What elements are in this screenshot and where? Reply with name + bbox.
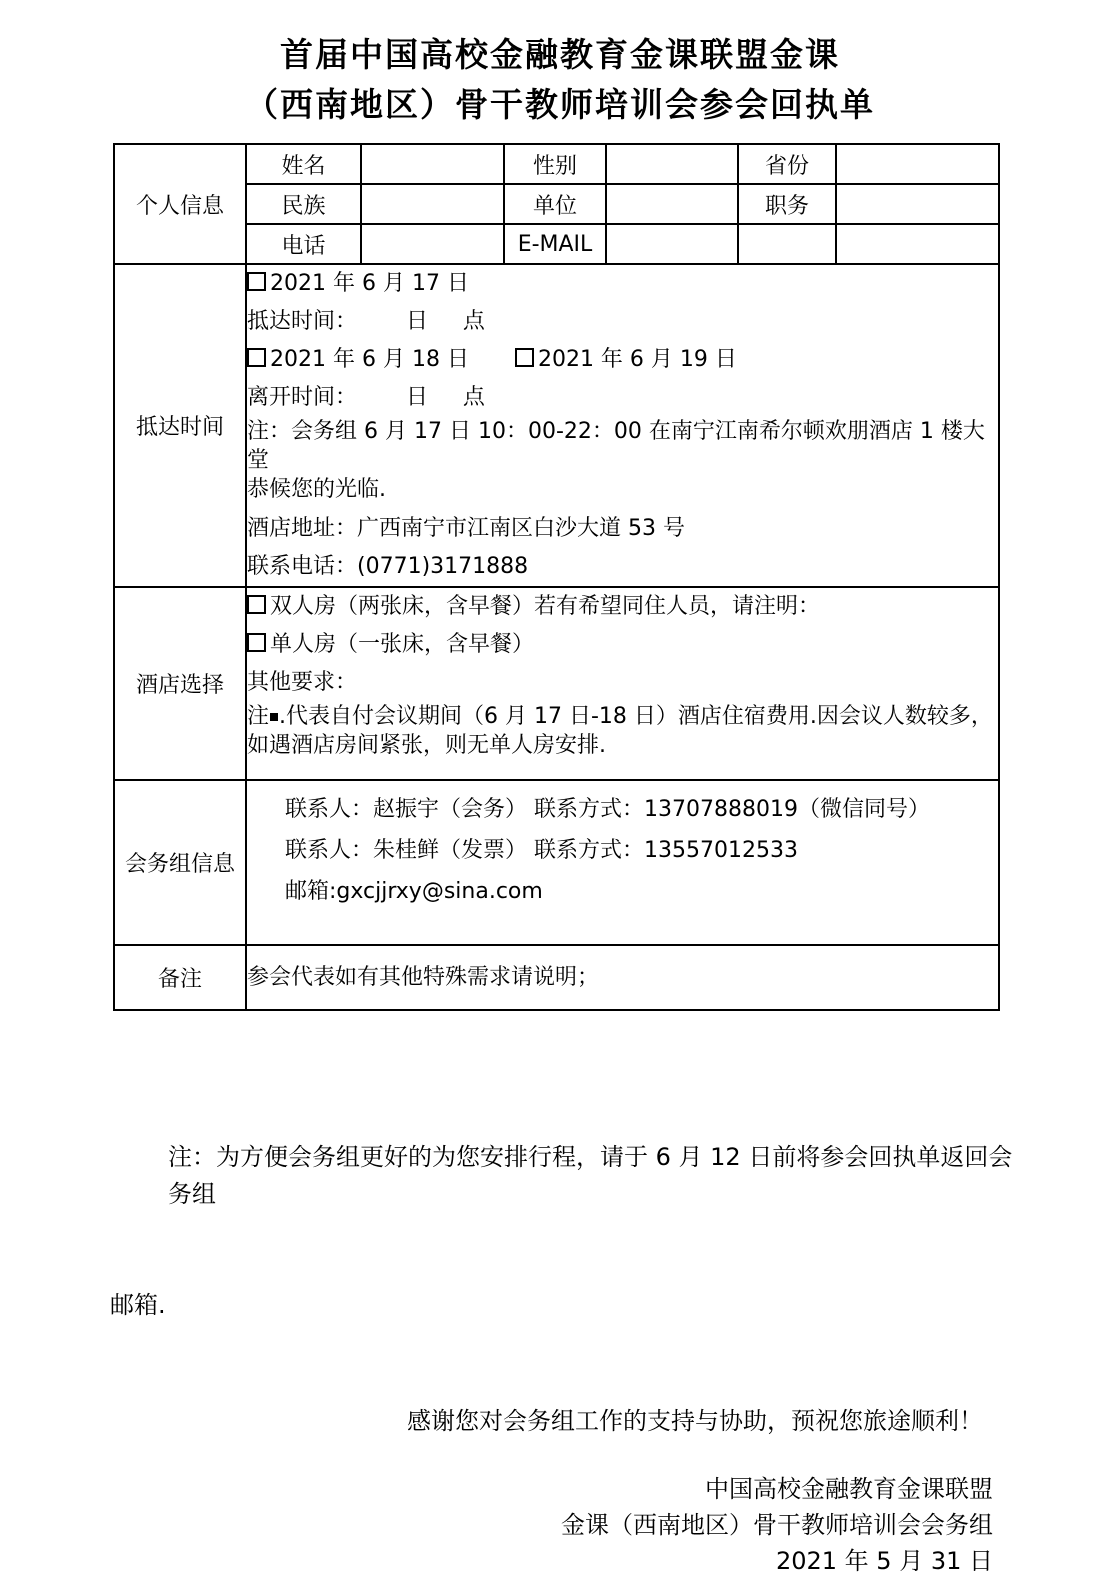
arrival-date-option-2-label: 2021 年 6 月 18 日 xyxy=(270,347,469,372)
field-label-unit: 单位 xyxy=(504,184,606,224)
footer-note-line-2: 邮箱. xyxy=(110,1291,166,1319)
footer-thanks-line: 感谢您对会务组工作的支持与协助，预祝您旅途顺利！ xyxy=(407,1407,983,1435)
personal-info-row-1 xyxy=(114,144,999,184)
hotel-note-prefix: 注 xyxy=(247,704,270,729)
field-label-gender: 性别 xyxy=(504,144,606,184)
committee-info-row xyxy=(114,780,999,945)
title-line-2: （西南地区）骨干教师培训会参会回执单 xyxy=(245,85,875,124)
committee-contact-1: 联系人：赵振宇（会务） 联系方式：13707888019（微信同号） xyxy=(285,797,930,822)
footer-note-line-1: 注：为方便会务组更好的为您安排行程，请于 6 月 12 日前将参会回执单返回会务组 xyxy=(168,1143,1013,1208)
hotel-option-single-label: 单人房（一张床，含早餐） xyxy=(270,632,535,657)
committee-email: 邮箱:gxcjjrxy@sina.com xyxy=(285,879,543,904)
signature-date: 2021 年 5 月 31 日 xyxy=(775,1547,993,1575)
checkbox-date-2021-06-19[interactable] xyxy=(515,348,534,367)
remarks-content: 参会代表如有其他特殊需求请说明； xyxy=(247,964,600,990)
hotel-note-line-2: 如遇酒店房间紧张，则无单人房安排. xyxy=(247,733,606,758)
personal-info-row-2 xyxy=(114,184,999,224)
remarks-content-cell[interactable] xyxy=(246,945,999,1010)
position-input-cell[interactable] xyxy=(836,184,999,224)
phone-input-cell[interactable] xyxy=(361,224,504,264)
hotel-option-single xyxy=(247,626,998,664)
checkbox-date-2021-06-18[interactable] xyxy=(247,348,266,367)
hotel-option-double-label: 双人房（两张床，含早餐）若有希望同住人员，请注明： xyxy=(270,594,821,619)
small-square-icon xyxy=(270,713,278,721)
section-label-arrival-time: 抵达时间 xyxy=(114,264,246,587)
signature-org-line-1: 中国高校金融教育金课联盟 xyxy=(705,1475,993,1503)
checkbox-double-room[interactable] xyxy=(247,595,266,614)
field-label-position: 职务 xyxy=(738,184,836,224)
arrival-time-row xyxy=(114,264,999,587)
hotel-note-line-1-rest: .代表自付会议期间（6 月 17 日-18 日）酒店住宿费用.因会议人数较多， xyxy=(279,704,993,729)
section-label-hotel-selection: 酒店选择 xyxy=(114,587,246,780)
committee-section-content xyxy=(246,780,999,945)
arrival-date-option-3-label: 2021 年 6 月 19 日 xyxy=(537,347,737,372)
arrival-date-options-2-3 xyxy=(247,341,998,379)
gender-input-cell[interactable] xyxy=(606,144,738,184)
hotel-selection-row xyxy=(114,587,999,780)
signature-org-line-2: 金课（西南地区）骨干教师培训会会务组 xyxy=(561,1511,993,1539)
title-line-1: 首届中国高校金融教育金课联盟金课 xyxy=(280,35,840,74)
page-title xyxy=(0,0,1120,130)
section-label-personal-info: 个人信息 xyxy=(114,144,246,264)
hotel-address-line: 酒店地址：广西南宁市江南区白沙大道 53 号 xyxy=(247,516,685,541)
field-label-province: 省份 xyxy=(738,144,836,184)
arrival-time-line: 抵达时间： 日 点 xyxy=(247,309,485,334)
field-label-name: 姓名 xyxy=(246,144,361,184)
registration-form-table xyxy=(113,143,1000,1011)
committee-contact-2: 联系人：朱桂鲜（发票） 联系方式：13557012533 xyxy=(285,838,798,863)
signature-block xyxy=(0,1471,993,1579)
section-label-committee-info: 会务组信息 xyxy=(114,780,246,945)
field-label-ethnicity: 民族 xyxy=(246,184,361,224)
name-input-cell[interactable] xyxy=(361,144,504,184)
departure-time-line: 离开时间： 日 点 xyxy=(247,385,485,410)
other-request-line[interactable]: 其他要求： xyxy=(247,670,358,695)
hotel-option-double xyxy=(247,588,998,626)
checkbox-single-room[interactable] xyxy=(247,633,266,652)
field-label-email: E-MAIL xyxy=(504,224,606,264)
hotel-section-content xyxy=(246,587,999,780)
field-label-phone: 电话 xyxy=(246,224,361,264)
hotel-phone-line: 联系电话：(0771)3171888 xyxy=(247,554,529,579)
hotel-note-line-1 xyxy=(247,702,998,731)
remarks-row xyxy=(114,945,999,1010)
arrival-note-line-1: 注：会务组 6 月 17 日 10：00-22：00 在南宁江南希尔顿欢朋酒店 1 楼大堂 xyxy=(247,419,985,473)
arrival-note-line-2: 恭候您的光临. xyxy=(247,477,386,502)
arrival-section-content xyxy=(246,264,999,587)
empty-cell-1[interactable] xyxy=(738,224,836,264)
arrival-date-option-1 xyxy=(247,265,998,303)
email-input-cell[interactable] xyxy=(606,224,738,264)
province-input-cell[interactable] xyxy=(836,144,999,184)
checkbox-date-2021-06-17[interactable] xyxy=(247,272,266,291)
footer-note xyxy=(110,1065,1020,1398)
empty-cell-2[interactable] xyxy=(836,224,999,264)
unit-input-cell[interactable] xyxy=(606,184,738,224)
ethnicity-input-cell[interactable] xyxy=(361,184,504,224)
section-label-remarks: 备注 xyxy=(114,945,246,1010)
personal-info-row-3 xyxy=(114,224,999,264)
arrival-date-option-1-label: 2021 年 6 月 17 日 xyxy=(270,271,469,296)
